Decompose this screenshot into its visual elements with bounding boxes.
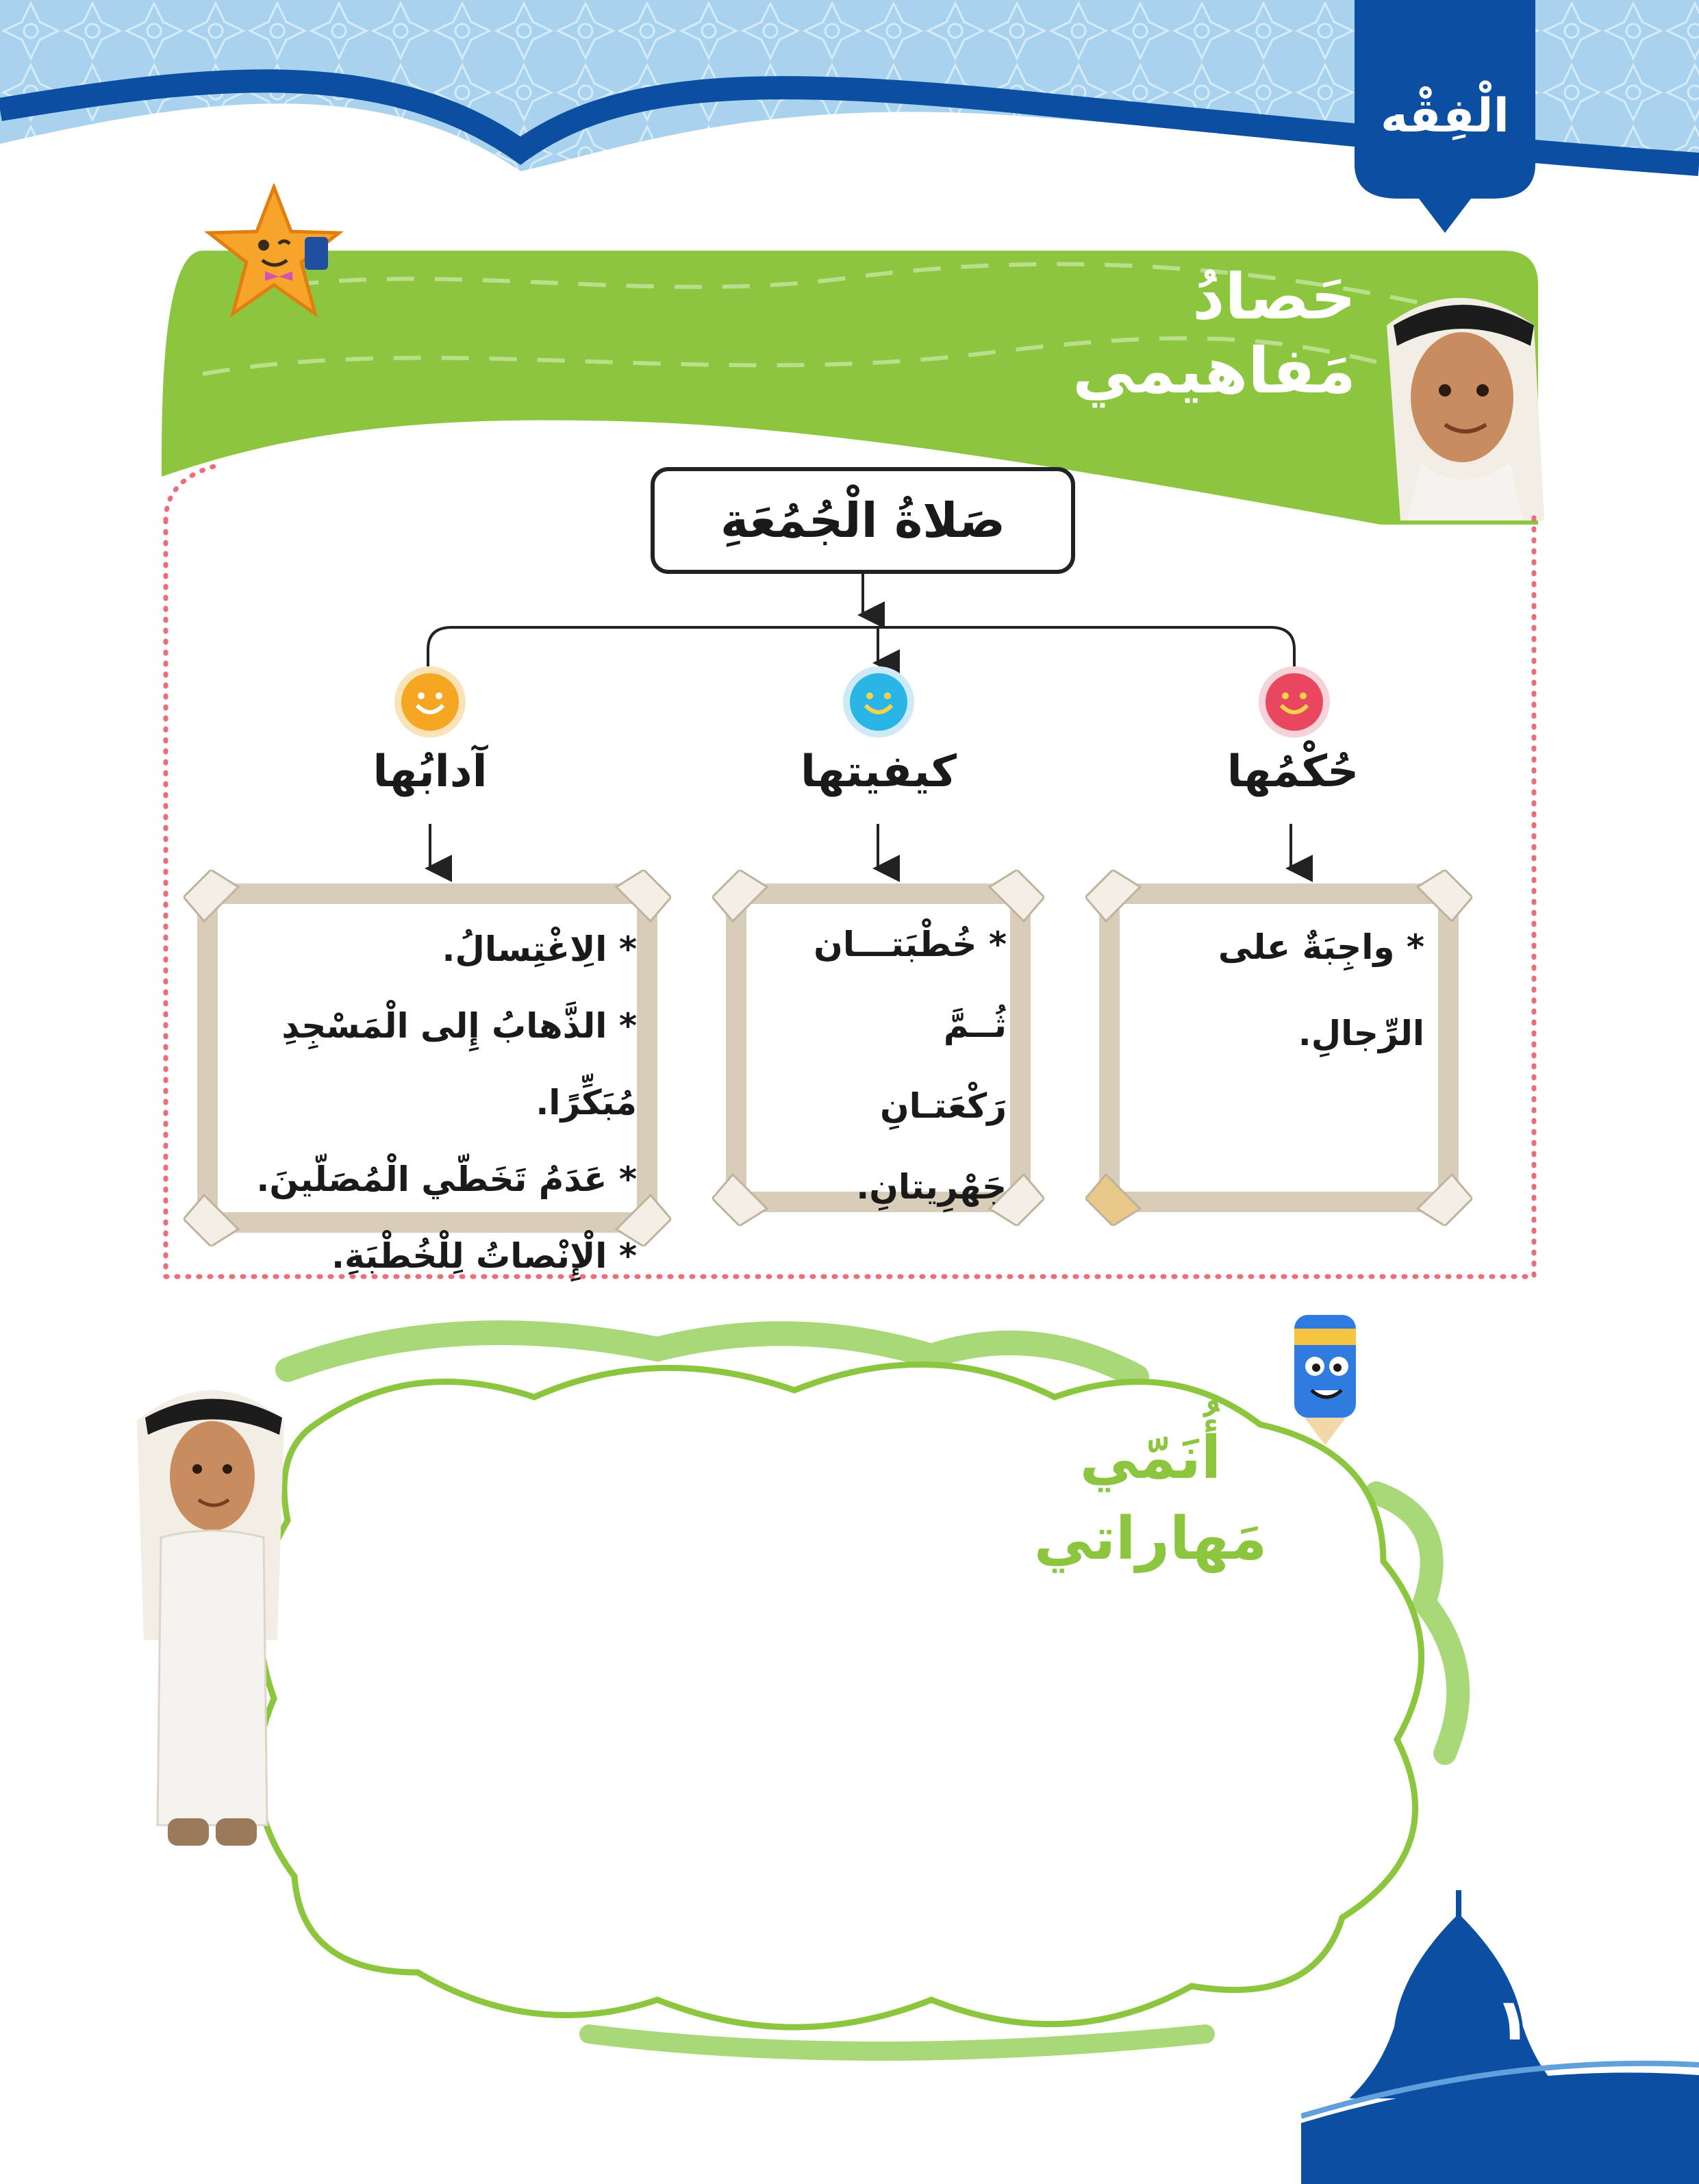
page-number: ١٥٤ — [1495, 1986, 1600, 2053]
subject-label: الْفِقْه — [1381, 89, 1509, 143]
bullet-item: * الْإِنْصاتُ لِلْخُطْبَةِ. — [331, 1236, 637, 1276]
standing-boy-icon — [130, 1366, 294, 1873]
bullet-item: رَكْعَتـانِ جَهْرِيتانِ. — [856, 1086, 1007, 1207]
smiley-blue-icon — [841, 664, 916, 740]
skills-section-title — [1000, 1418, 1301, 1579]
smiley-red-icon — [1257, 664, 1332, 740]
bullet-item: * واجِبَةٌ على الرِّجالِ. — [1218, 927, 1424, 1053]
pencil-mascot-icon — [1274, 1301, 1376, 1445]
smiley-orange-icon — [392, 664, 468, 740]
skills-title-line2: مَهاراتي — [1033, 1505, 1268, 1573]
root-concept-box — [651, 467, 1075, 574]
branch-label-ruling: حُكْمُها — [1226, 746, 1359, 797]
bullet-item: * خُطْبَتـــان ثُــمَّ — [814, 925, 1007, 1045]
skills-title-line1: أُنَمّي — [1079, 1424, 1222, 1492]
bullet-item: * الذَّهابُ إِلى الْمَسْجِدِ مُبَكِّرًا. — [281, 1006, 637, 1122]
branch-label-method: كيفيتها — [801, 746, 957, 797]
card-ruling — [1137, 904, 1424, 1077]
root-concept-label: صَلاةُ الْجُمُعَةِ — [720, 492, 1006, 549]
card-etiquette — [219, 911, 637, 1294]
concept-section-title — [1068, 260, 1356, 408]
bullet-item: * عَدَمُ تَخَطّي الْمُصَلّينَ. — [256, 1159, 637, 1199]
card-method — [746, 904, 1007, 1227]
star-mascot-icon — [202, 184, 346, 321]
branch-label-etiquette: آدابُها — [373, 746, 488, 797]
concept-title-line1: حَصادُ — [1192, 260, 1356, 334]
concept-title-line2: مَفاهيمي — [1072, 334, 1356, 407]
bullet-item: * الِاغْتِسالُ. — [442, 929, 637, 969]
